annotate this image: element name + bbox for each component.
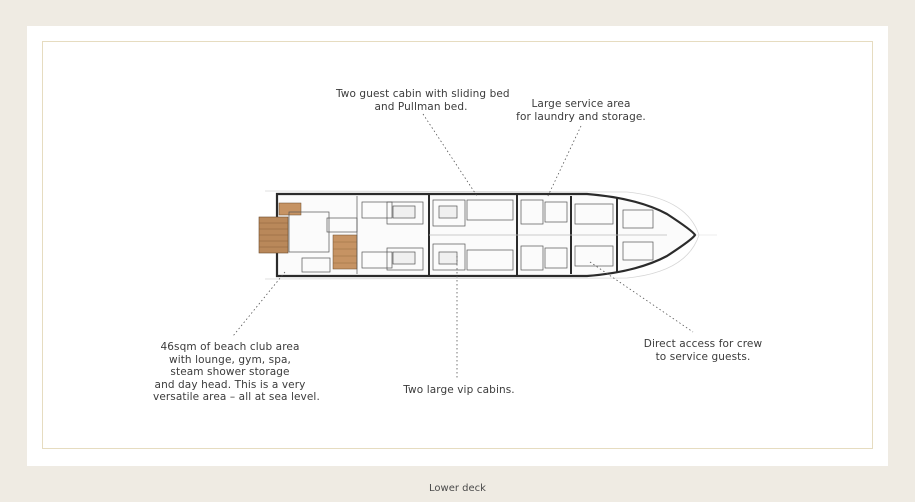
figure-caption: Lower deck xyxy=(429,483,486,494)
note-service-area xyxy=(511,98,651,123)
note-guest-line-2: and Pullman bed. xyxy=(374,100,468,113)
note-crew-line-2: to service guests. xyxy=(655,350,751,363)
note-service-line-2: for laundry and storage. xyxy=(516,110,646,123)
deck-wood-lower xyxy=(333,235,357,269)
note-beach-line-2: with lounge, gym, spa, xyxy=(169,353,291,366)
note-vip-line-1: Two large vip cabins. xyxy=(403,384,515,396)
note-beach-line-1: 46sqm of beach club area xyxy=(160,341,300,353)
note-guest-cabins xyxy=(336,88,510,113)
note-service-line-1: Large service area xyxy=(531,98,631,110)
note-crew-line-1: Direct access for crew xyxy=(643,338,763,350)
note-beach-line-3: steam shower storage xyxy=(170,366,290,378)
deck-wood-upper xyxy=(279,203,301,215)
note-beach-club xyxy=(153,341,320,404)
deck-plan-card xyxy=(27,26,888,466)
note-beach-line-5: versatile area – all at sea level. xyxy=(153,391,320,403)
note-crew-access xyxy=(633,338,773,363)
note-guest-line-1: Two guest cabin with sliding bed xyxy=(336,88,510,100)
note-beach-line-4: and day head. This is a very xyxy=(154,378,306,391)
note-vip-cabins xyxy=(389,384,529,397)
